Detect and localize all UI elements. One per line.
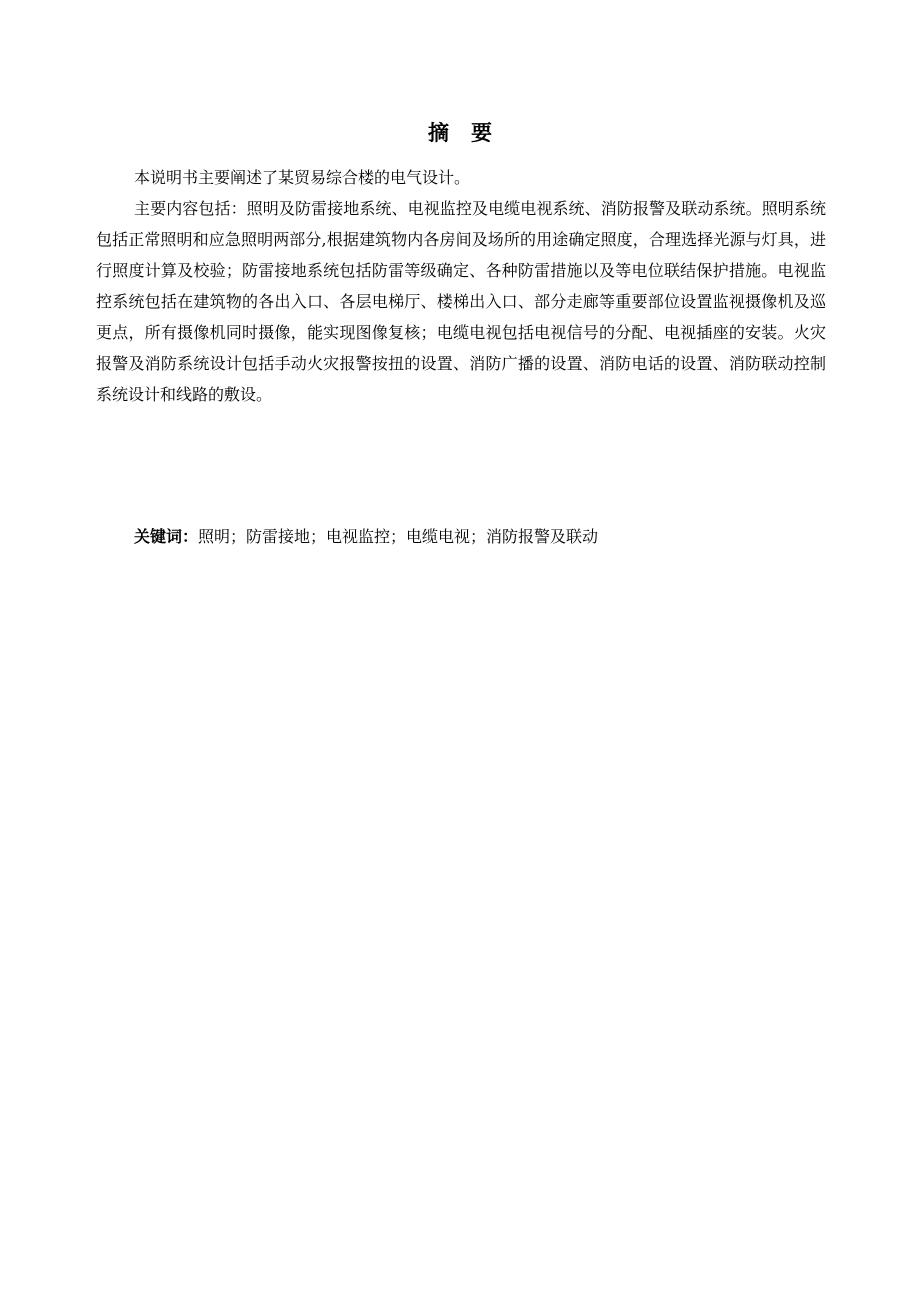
abstract-paragraph-1: 本说明书主要阐述了某贸易综合楼的电气设计。 bbox=[134, 168, 471, 187]
title-char-1: 摘 bbox=[428, 121, 449, 145]
keywords-label: 关键词： bbox=[134, 527, 199, 546]
page-title bbox=[0, 117, 920, 149]
keywords-line bbox=[96, 521, 826, 552]
abstract-paragraph-2: 主要内容包括：照明及防雷接地系统、电视监控及电缆电视系统、消防报警及联动系统。照明系统包括正常照明和应急照明两部分,根据建筑物内各房间及场所的用途确定照度，合理选择光源与灯具，进行照度计算及校验；防雷接地系统包括防雷等级确定、各种防雷措施以及等电位联结保护措施。电视监控系统包括在建筑物的各出入口、各层电梯厅、楼梯出入口、部分走廊等重要部位设置监视摄像机及巡更点，所有摄像机同时摄像，能实现图像复核；电缆电视包括电视信号的分配、电视插座的安装。火灾报警及消防系统设计包括手动火灾报警按扭的设置、消防广播的设置、消防电话的设置、消防联动控制系统设计和线路的敷设。 bbox=[96, 199, 826, 404]
keywords-text: 照明；防雷接地；电视监控；电缆电视；消防报警及联动 bbox=[198, 527, 599, 546]
abstract-body bbox=[96, 162, 826, 410]
title-char-2: 要 bbox=[471, 121, 492, 145]
